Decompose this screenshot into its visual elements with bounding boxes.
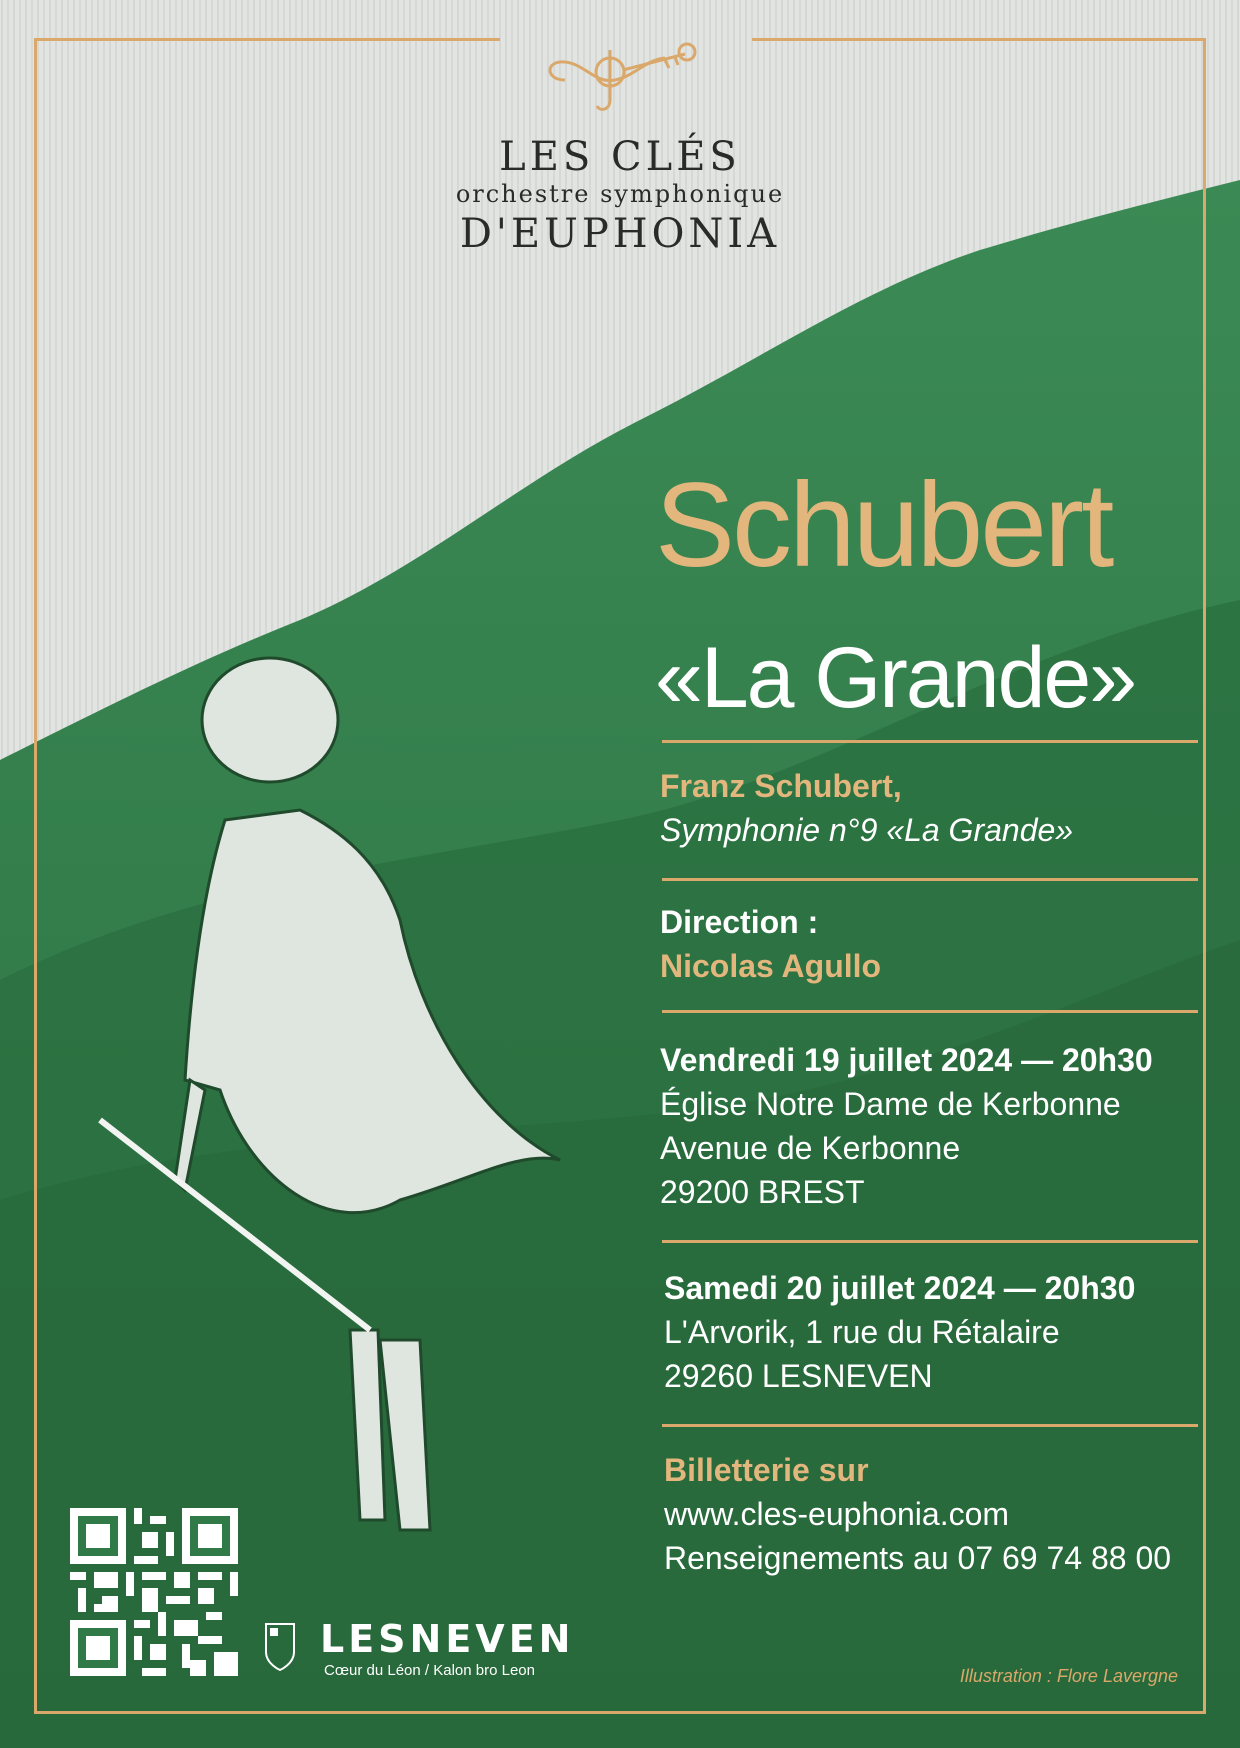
treble-clef-key-icon [535, 40, 705, 116]
separator-1 [662, 740, 1198, 743]
concert-subtitle: «La Grande» [655, 630, 1136, 726]
qr-code-icon[interactable] [70, 1508, 238, 1676]
orchestra-logo [400, 40, 840, 260]
concert-1-city: 29200 BREST [660, 1174, 865, 1210]
tickets-url[interactable]: www.cles-euphonia.com [664, 1496, 1010, 1532]
concert-title: Schubert [655, 458, 1112, 592]
separator-5 [662, 1424, 1198, 1427]
concert-1 [660, 1038, 1220, 1214]
direction-label: Direction : [660, 904, 819, 940]
sponsor-tagline: Cœur du Léon / Kalon bro Leon [324, 1662, 535, 1679]
concert-2-venue: L'Arvorik, 1 rue du Rétalaire [664, 1314, 1060, 1350]
program-block [660, 764, 1220, 852]
composer: Franz Schubert, [660, 768, 902, 804]
frame-bottom [34, 1711, 1206, 1714]
concert-2-city: 29260 LESNEVEN [664, 1358, 933, 1394]
orchestra-type: orchestre symphonique [455, 180, 785, 208]
tickets-label: Billetterie sur [664, 1452, 869, 1488]
direction-block [660, 900, 1220, 988]
work-title: Symphonie n°9 «La Grande» [660, 812, 1074, 848]
city-shield-icon [262, 1618, 298, 1674]
separator-2 [662, 878, 1198, 881]
tickets-info: Renseignements au 07 69 74 88 00 [664, 1540, 1172, 1576]
concert-2 [664, 1266, 1224, 1398]
concert-1-venue: Église Notre Dame de Kerbonne [660, 1086, 1121, 1122]
illustration-credit: Illustration : Flore Lavergne [959, 1666, 1178, 1686]
orchestra-name-top: LES CLÉS [499, 134, 741, 180]
conductor-name: Nicolas Agullo [660, 948, 882, 984]
concert-1-date: Vendredi 19 juillet 2024 — 20h30 [660, 1042, 1153, 1078]
concert-1-address: Avenue de Kerbonne [660, 1130, 961, 1166]
separator-4 [662, 1240, 1198, 1243]
frame-left [34, 38, 37, 1714]
tickets-block [664, 1448, 1224, 1580]
orchestra-name-bottom: D'EUPHONIA [459, 211, 781, 257]
sponsor-name: LESNEVEN [320, 1617, 575, 1661]
concert-2-date: Samedi 20 juillet 2024 — 20h30 [664, 1270, 1136, 1306]
separator-3 [662, 1010, 1198, 1013]
